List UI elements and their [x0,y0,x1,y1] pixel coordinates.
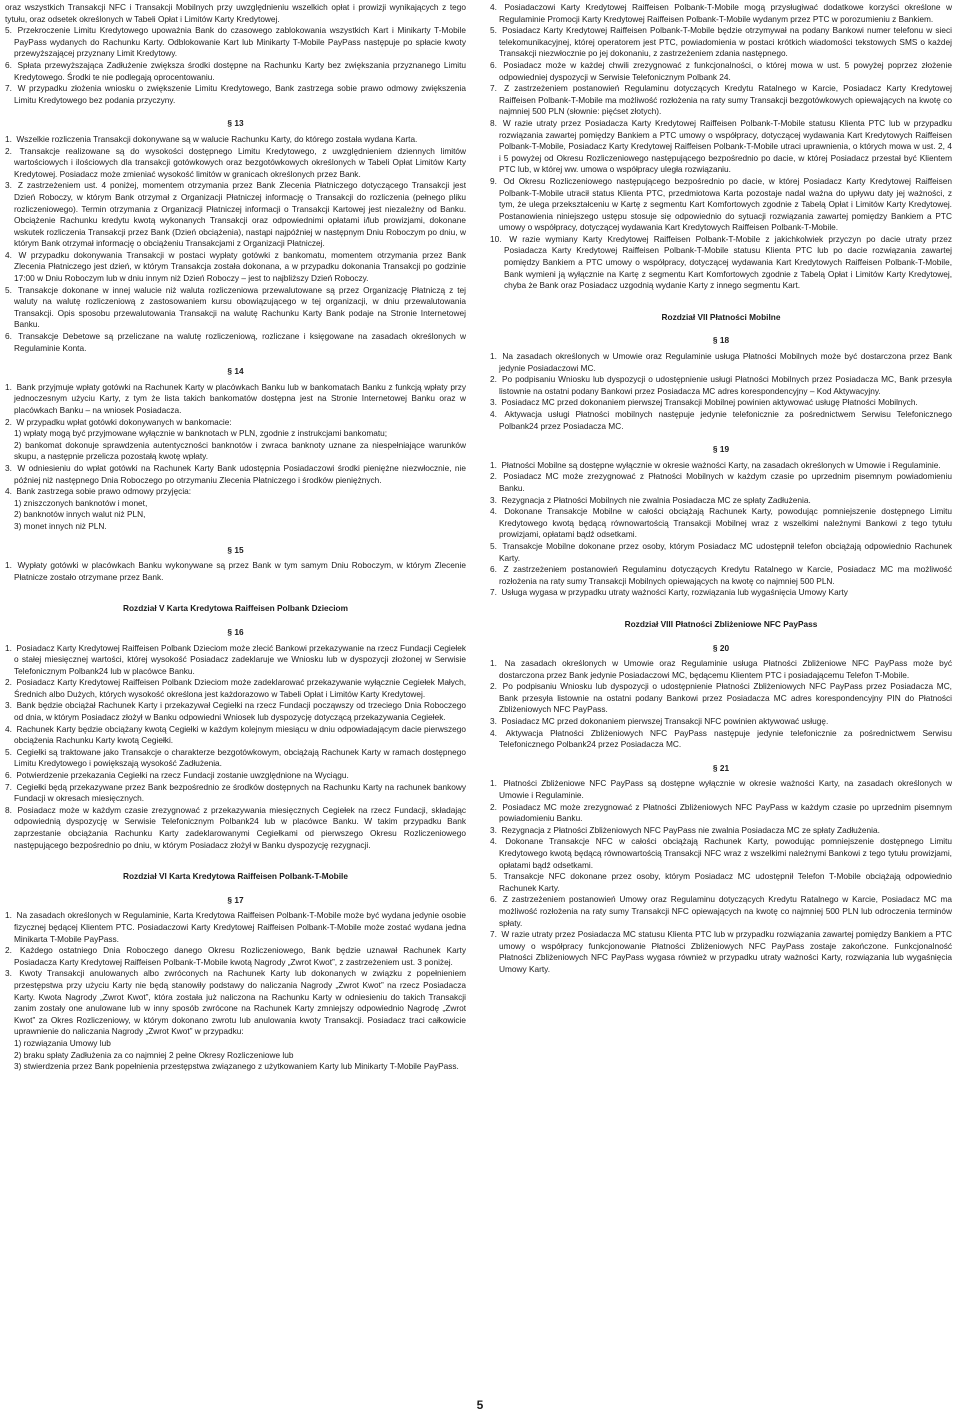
clause-number: 2. [490,801,497,812]
clause-text: Transakcje Debetowe są przeliczane na walutę rozliczeniową, rozliczane i księgowane na zasadach określonych w Regulaminie Konta. [14,331,466,353]
clause-number: 2. [5,677,12,688]
clause-text: Bank zastrzega sobie prawo odmowy przyjęcia: [16,486,192,497]
clause-number: 3. [5,180,12,191]
clause-number: 6. [490,59,497,70]
numbered-clause [490,83,952,118]
clause-text: Od Okresu Rozliczeniowego następującego bezpośrednio po dacie, w której Posiadacz Karty Kredytowej Raiffeisen Polbank-T-Mobile utracił status Klienta PTC, przedmiotowa Karta pozostaje nadal ważna do upływu daty jej ważności, z tym, że ulega przekształceniu w Kartę z segmentu Kart Komfortowych zgodnie z Tabelą Opłat i Limitów Karty Kredytowej. Postanowienia niniejszego ustępu stosuje się odpowiednio do sytuacji rozwiązania zawartej pomiędzy Bankiem a PTC umowy o współpracy, dotyczącej wydawania Kart Kredytowych Raiffeisen Polbank-T-Mobile. [499,175,952,233]
numbered-clause [490,60,952,83]
clause-text: W razie wymiany Karty Kredytowej Raiffeisen Polbank-T-Mobile z jakichkolwiek przyczyn po dacie utraty przez Posiadacza Karty Kredytowej Raiffeisen Polbank-T-Mobile statusu Klienta PTC lub po dacie rozwiązania zawartej pomiędzy Bankiem a PTC umowy o współpracy, dotyczącej wydawania Kart Kredytowych Raiffeisen Polbank-T-Mobile, Bank wymieni ją wyłącznie na Kartę z segmentu Kart Komfortowych zgodnie z Tabelą Opłat i Limitów Karty Kredytowej, chyba że Bank oraz Posiadacz uzgodnią wydanie Karty z innego segmentu Kart. [504,233,952,291]
clause-text: Kwoty Transakcji anulowanych albo zwróconych na Rachunek Karty lub dokonanych w związku z popełnieniem przestępstwa przy użyciu Karty nie będą stanowiły podstawy do naliczania Nagrody „Zwrot Kwot” na rzecz Posiadacza Karty. Kwota Nagrody „Zwrot Kwot”, która została już naliczona na Rachunku Karty w odniesieniu do takich Transakcji zanim zostały one anulowane lub w inny sposób zwrócone na Rachunek Karty zmniejszy odpowiednio Nagrodę „Zwrot Kwot” za Okres Rozliczeniowy, w którym dokonano zwrotu lub anulowania kwoty Transakcji. Posiadacz traci całkowicie uprawnienie do naliczania Nagrody „Zwrot Kwot” w przypadku: [14,968,467,1037]
numbered-clause [5,770,466,782]
numbered-clause [5,417,466,429]
clause-number: 7. [5,83,12,94]
numbered-clause [5,180,466,250]
clause-text: W przypadku wpłat gotówki dokonywanych w bankomacie: [16,416,232,427]
clause-number: 7. [490,587,497,598]
clause-text: Na zasadach określonych w Regulaminie, Karta Kredytowa Raiffeisen Polbank-T-Mobile może być wydana jedynie osobie fizycznej będącej Klientem PTC. Posiadaczowi Karty Kredytowej Raiffeisen Polbank-T-Mobile może zostać wydana jedna Minikarta T-Mobile PayPass. [14,910,466,944]
clause-text: Bank będzie obciążał Rachunek Karty i przekazywał Cegiełki na rzecz Fundacji począwszy od trzeciego Dnia Roboczego od dnia, w którym Posiadacz złożył w Banku odpowiedni Wniosek lub dyspozycję dotyczącą przekazywania Cegiełek. [14,700,467,723]
clause-number: 3. [490,716,497,727]
numbered-clause [490,495,952,507]
clause-text: W przypadku złożenia wniosku o zwiększenie Limitu Kredytowego, Bank zastrzega sobie prawo odmowy zwiększenia Limitu Kredytowego bez podania przyczyny. [14,83,466,105]
clause-number: 4. [490,409,497,419]
clause-number: 5. [5,284,12,295]
sub-point: 3) monet innych niż PLN. [14,520,107,531]
numbered-clause [490,802,952,825]
section-number: § 16 [227,626,244,637]
sub-point: 3) stwierdzenia przez Bank popełnienia przestępstwa związanego z użytkowaniem Karty lub Minikarty T-Mobile PayPass. [14,1061,459,1072]
section-number: § 21 [712,762,730,773]
clause-number: 5. [490,25,497,36]
right-column [490,2,952,976]
numbered-clause [490,871,952,894]
numbered-clause [5,805,466,851]
numbered-clause [5,486,466,498]
clause-number: 6. [5,770,12,781]
sub-point: 2) bankomat dokonuje sprawdzenia autentyczności banknotów i zwraca banknoty uznane za niespełniające warunków skupu, a następnie przelicza pozostałą kwotę wpłaty. [14,439,466,462]
clause-text: Posiadacz MC przed dokonaniem pierwszej Transakcji NFC powinien aktywować usługę. [501,716,829,727]
numbered-clause [490,778,952,801]
numbered-clause [5,250,466,285]
numbered-clause [5,83,466,106]
clause-number: 4. [490,727,497,738]
clause-number: 5. [5,25,12,36]
clause-number: 6. [5,331,12,342]
clause-text: Potwierdzenie przekazania Cegiełki na rzecz Fundacji zostanie uwzględnione na Wyciągu. [16,770,349,781]
clause-text: Dokonane Transakcje Mobilne w całości obciążają Rachunek Karty, powodując pomniejszenie dostępnego Limitu Kredytowego kwotą będącą równowartością Transakcji Mobilnej wraz z wszelkimi należnymi Bankowi z tego tytułu prowizjami, opłatami bądź odsetkami. [499,506,952,540]
clause-text: Aktywacja Płatności Zbliżeniowych NFC PayPass następuje jedynie telefonicznie za pośrednictwem Serwisu Telefonicznego Polbank24 przez Posiadacza MC. [499,727,952,750]
clause-number: 9. [490,175,497,186]
clause-number: 1. [5,560,12,571]
clause-number: 2. [490,374,497,385]
clause-text: Płatności Zbliżeniowe NFC PayPass są dostępne wyłącznie w okresie ważności Karty, na zasadach określonych w Umowie i Regulaminie. [499,778,952,801]
clause-number: 2. [490,471,497,482]
numbered-clause [490,929,952,975]
numbered-clause [490,541,952,564]
numbered-clause [5,910,466,945]
clause-number: 2. [5,145,12,156]
clause-number: 2. [5,945,12,956]
clause-text: W przypadku dokonywania Transakcji w postaci wypłaty gotówki z bankomatu, momentem otrzymania przez Bank Zlecenia Płatniczego jest dzień, w którym Transakcja została dokonana, a w przypadku dokonania Transakcji po godzinie 17:00 w Dniu Roboczym lub w dniu innym niż Dzień Roboczy – jest to najbliższy Dzień Roboczy. [14,249,467,284]
clause-text: Spłata przewyższająca Zadłużenie zwiększa środki dostępne na Rachunku Karty bez zwiększania przyznanego Limitu Kredytowego. Środki te nie podlegają oprocentowaniu. [14,59,466,82]
numbered-clause [5,382,466,417]
numbered-clause [5,25,466,60]
clause-text: Transakcje NFC dokonane przez osoby, którym Posiadacz MC udostępnił Telefon T-Mobile obciążają odpowiednio Rachunek Karty. [499,871,952,893]
clause-text: Płatności Mobilne są dostępne wyłącznie w okresie ważności Karty, na zasadach określonych w Umowie i Regulaminie. [501,459,941,470]
numbered-clause [5,146,466,181]
numbered-clause [5,331,466,354]
clause-number: 1. [490,658,497,669]
clause-text: Wszelkie rozliczenia Transakcji dokonywane są w walucie Rachunku Karty, do którego została wydana Karta. [16,133,418,144]
numbered-clause [5,643,466,678]
clause-text: Cegiełki będą przekazywane przez Bank bezpośrednio ze środków dostępnych na Rachunku Karty na rachunek bankowy Fundacji w okresach miesięcznych. [14,781,466,804]
clause-text: Posiadacz Karty Kredytowej Raiffeisen Polbank-T-Mobile będzie otrzymywał na podany Bankowi numer telefonu w sieci telekomunikacyjnej, której operatorem jest PTC, powiadomienia w postaci krótkich wiadomości tekstowych SMS o każdej Transakcji niezwłocznie po jej dokonaniu, z zastrzeżeniem zdania następnego. [499,25,952,59]
clause-text: Posiadacz Karty Kredytowej Raiffeisen Polbank Dzieciom może zlecić Bankowi przekazywanie na rzecz Fundacji Cegiełek o stałej miesięcznej wartości, której wysokość Posiadacz zadeklaruje we Wniosku lub w dyspozycji złożonej w Serwisie Telefonicznym Polbank24 lub w placówce Banku. [14,642,466,676]
clause-number: 4. [490,506,497,517]
section-number: § 14 [227,366,244,377]
chapter-heading: Rozdział VII Płatności Mobilne [661,311,781,322]
section-number: § 19 [712,444,730,455]
numbered-clause [490,681,952,716]
clause-text: Z zastrzeżeniem postanowień Regulaminu dotyczących Kredytu Ratalnego w Karcie, Posiadacz Karty Kredytowej Raiffeisen Polbank-T-Mobile ma możliwość rozłożenia na raty sumy Transakcji bezgotówkowych opiewających na kwotę co najmniej 500 PLN (słownie: pięćset złotych). [499,83,952,117]
clause-text: Po podpisaniu Wniosku lub dyspozycji o udostępnienie Płatności Zbliżeniowych NFC PayPass przez Posiadacza MC, Bank przesyła listownie na ostatni podany Bankowi przez Posiadacza MC adres korespondencyjny PIN do Płatności Zbliżeniowych NFC PayPass. [499,681,952,715]
clause-text: Z zastrzeżeniem postanowień Regulaminu dotyczących Kredytu Ratalnego w Karcie, Posiadacz MC ma możliwość rozłożenia na raty sumy Transakcji Mobilnych opiewających na kwotę co najmniej 500 PLN. [499,564,952,586]
numbered-clause [5,134,466,146]
clause-number: 8. [5,804,12,815]
clause-number: 3. [5,968,12,979]
clause-text: Usługa wygasa w przypadku utraty ważności Karty, rozwiązania lub wygaśnięcia Umowy Karty [501,587,848,598]
sub-point: 2) banknotów innych walut niż PLN, [14,509,146,520]
clause-text: Transakcje Mobilne dokonane przez osoby, którym Posiadacz MC udostępnił telefon obciążają odpowiednio Rachunek Karty. [499,540,953,563]
clause-text: Na zasadach określonych w Umowie oraz Regulaminie usługa Płatności Mobilnych może być dostarczona przez Bank jedynie Posiadaczowi MC. [499,351,952,373]
numbered-clause [5,285,466,331]
clause-text: Posiadaczowi Karty Kredytowej Raiffeisen Polbank-T-Mobile mogą przysługiwać dodatkowe korzyści określone w Regulaminie Promocji Karty Kredytowej Raiffeisen Polbank-T-Mobile wydanym przez PTC w porozumieniu z Bankiem. [499,2,952,24]
clause-number: 7. [490,83,497,94]
clause-number: 5. [490,871,497,882]
clause-number: 4. [5,723,12,734]
clause-text: Przekroczenie Limitu Kredytowego upoważnia Bank do czasowego zablokowania wszystkich Kart i Minikarty T-Mobile PayPass wydanych do Rachunku Karty. Odblokowanie Kart lub Minikarty T-Mobile PayPass następuje po spłacie kwoty przewyższającej przyznany Limit Kredytowy. [14,25,466,59]
clause-text: W odniesieniu do wpłat gotówki na Rachunek Karty Bank udostępnia Posiadaczowi środki pieniężne niezwłocznie, nie później niż następnego Dnia Roboczego po otrzymaniu Zlecenia Płatniczego i środków pieniężnych. [14,462,466,485]
clause-number: 1. [490,459,497,470]
numbered-clause [490,351,952,374]
clause-text: Cegiełki są traktowane jako Transakcje o charakterze bezgotówkowym, obciążają Rachunek Karty w ramach dostępnego Limitu Kredytowego i powiększają wysokość Zadłużenia. [14,746,466,769]
chapter-heading: Rozdział VIII Płatności Zbliżeniowe NFC PayPass [624,618,818,629]
chapter-heading: Rozdział V Karta Kredytowa Raiffeisen Polbank Dzieciom [123,603,348,614]
clause-text: Dokonane Transakcje NFC w całości obciążają Rachunek Karty, powodując pomniejszenie dostępnego Limitu Kredytowego kwotą będącą równowartością Transakcji NFC wraz z wszelkimi należnymi Bankowi z tego tytułu prowizjami, opłatami bądź odsetkami. [499,836,952,870]
numbered-clause [5,782,466,805]
clause-text: Na zasadach określonych w Umowie oraz Regulaminie usługa Płatności Zbliżeniowe NFC PayPass może być dostarczona przez Bank jedynie Posiadaczowi MC, będącemu Klientem PTC i posiadającemu Telefon T-Mobile. [499,658,953,680]
numbered-clause [490,234,952,292]
clause-number: 3. [5,462,12,473]
numbered-clause [5,968,466,1038]
numbered-clause [490,894,952,929]
clause-text: Posiadacz MC może zrezygnować z Płatności Mobilnych w każdym czasie po uprzednim pisemnym powiadomieniu Banku. [499,471,952,493]
clause-number: 1. [5,642,12,653]
chapter-heading: Rozdział VI Karta Kredytowa Raiffeisen Polbank-T-Mobile [123,871,348,882]
section-number: § 18 [712,335,730,346]
clause-text: Posiadacz może w każdej chwili zrezygnować z funkcjonalności, o której mowa w ust. 5 powyżej poprzez złożenie odpowiedniej dyspozycji w Serwisie Telefonicznym Polbank 24. [499,59,952,82]
clause-number: 5. [5,746,12,757]
numbered-clause [490,118,952,176]
clause-text: Posiadacz MC przed dokonaniem pierwszej Transakcji Mobilnej powinien aktywować usługę Płatności Mobilnych. [501,397,918,408]
section-number: § 15 [227,544,244,555]
numbered-clause [5,463,466,486]
numbered-clause [490,506,952,541]
numbered-clause [490,176,952,234]
clause-number: 7. [490,929,497,940]
section-number: § 13 [227,118,244,129]
clause-number: 4. [5,486,12,497]
clause-text: Posiadacz może w każdym czasie zrezygnować z przekazywania miesięcznych Cegiełek na rzecz Fundacji, składając odpowiednią dyspozycję w Serwisie Telefonicznym Polbank24 lub w placówce Banku. W takim przypadku Bank zaprzestanie obciążania Rachunku Karty zadeklarowanymi Cegiełkami od pierwszego Okresu Rozliczeniowego następującego bezpośrednio po dniu, w którym Posiadacz złożył w Banku dyspozycję rezygnacji. [14,804,466,850]
numbered-clause [490,836,952,871]
left-column [5,2,466,1073]
clause-text: Posiadacz MC może zrezygnować z Płatności Zbliżeniowych NFC PayPass w każdym czasie po uprzednim pisemnym powiadomieniu Banku. [499,801,952,824]
clause-text: Każdego ostatniego Dnia Roboczego danego Okresu Rozliczeniowego, Bank będzie uznawał Rachunek Karty Posiadacza Karty Kredytowej Raiffeisen Polbank-T-Mobile kwotą Nagrody „Zwrot Kwot”, z zastrzeżeniem ust. 3 poniżej. [14,945,466,967]
clause-number: 2. [5,416,12,427]
sub-point: 1) zniszczonych banknotów i monet, [14,497,148,508]
clause-text: Rachunek Karty będzie obciążany kwotą Cegiełki w każdym kolejnym miesiącu w dniu odpowiadającym dacie pierwszego obciążenia Rachunku Karty kwotą Cegiełki. [14,723,466,746]
numbered-clause [490,374,952,397]
clause-text: Z zastrzeżeniem ust. 4 poniżej, momentem otrzymania przez Bank Zlecenia Płatniczego dotyczącego Transakcji jest Dzień Roboczy, w którym Bank otrzymał z Organizacji Płatniczej informację o Transakcji do rozliczenia (pełnego pliku rozliczeniowego). Termin otrzymania z Organizacji Płatniczej informacji o Transakcji Kartowej jest niezależny od Banku. Obciążenie Rachunku kredytu kwotą wykonanych Transakcji oraz odpowiednimi opłatami i/lub prowizjami, dokonane wskutek rozliczenia Transakcji przez Bank (Dzień obciążenia), nastąpi najpóźniej w następnym Dniu Roboczym po dniu, w którym Bank otrzymał informację o obciążeniu Transakcjami z Organizacji Płatniczej. [14,180,467,249]
clause-text: Posiadacz Karty Kredytowej Raiffeisen Polbank Dzieciom może zadeklarować przekazywanie wyłącznie Cegiełek Małych, Średnich albo Dużych, których wysokość określona jest każdorazowo w Tabeli Opłat i Limitów Karty Kredytowej. [14,677,466,699]
clause-text: Rezygnacja z Płatności Zbliżeniowych NFC PayPass nie zwalnia Posiadacza MC ze spłaty Zadłużenia. [501,824,880,835]
clause-number: 7. [5,781,12,792]
section-number: § 20 [712,642,730,653]
clause-number: 5. [490,540,497,551]
clause-text: Transakcje dokonane w innej walucie niż waluta rozliczeniowa przewalutowane są przez Organizację Płatniczą z tej waluty na walutę rozliczeniową z zastosowaniem kursu obowiązującego w tej organizacji, w dniu przewalutowania Transakcji. Opis sposobu przewalutowania Transakcji na walutę Rachunku Karty Bank podaje na Stronie Internetowej Banku. [14,284,467,330]
clause-number: 8. [490,117,497,128]
clause-number: 2. [490,681,497,692]
clause-number: 6. [490,894,497,905]
clause-text: Bank przyjmuje wpłaty gotówki na Rachunek Karty w placówkach Banku lub w bankomatach Banku z funkcją wpłaty przy jednoczesnym użyciu Karty, z tym że lista takich bankomatów dostępna jest na Stronie Internetowej Banku oraz w placówkach Banku – na wniosek Posiadacza. [14,381,466,415]
numbered-clause [490,460,952,472]
numbered-clause [490,397,952,409]
numbered-clause [5,945,466,968]
clause-text: Wypłaty gotówki w placówkach Banku wykonywane są przez Bank w tym samym Dniu Roboczym, w którym Zlecenie Płatnicze zostało otrzymane przez Bank. [14,560,466,582]
section-number: § 17 [227,894,244,905]
numbered-clause [5,747,466,770]
clause-number: 3. [490,824,497,835]
clause-number: 3. [490,397,497,408]
sub-point: 2) braku spłaty Zadłużenia za co najmniej 2 pełne Okresy Rozliczeniowe lub [14,1049,294,1060]
clause-text: W razie utraty przez Posiadacza Karty Kredytowej Raiffeisen Polbank-T-Mobile statusu Klienta PTC lub w przypadku rozwiązania zawartej pomiędzy Bankiem a PTC umowy o współpracy, dotyczącej wydawania Kart Kredytowych Raiffeisen Polbank-T-Mobile, Posiadacz Karty Kredytowej Raiffeisen Polbank-T-Mobile utraci uprawnienia, o których mowa w ust. 2, 4 i 5 powyżej od Okresu Rozliczeniowego następującego bezpośrednio po dacie, w której Posiadacz przestał być Klientem PTC lub, w której ww. umowa o współpracy uległa rozwiązaniu. [499,117,952,175]
numbered-clause [5,677,466,700]
clause-number: 1. [490,778,497,789]
numbered-clause [490,658,952,681]
numbered-clause [490,471,952,494]
clause-number: 1. [5,133,12,144]
clause-text: Transakcje realizowane są do wysokości dostępnego Limitu Kredytowego, z uwzględnieniem dziennych limitów wartościowych i ilościowych dla transakcji gotówkowych oraz bezgotówkowych określonych w Tabeli Opłat Limitów Karty Kredytowej. Posiadacz może zmieniać wysokość limitów w granicach określonych przez Bank. [14,145,466,179]
clause-number: 6. [490,564,497,575]
clause-number: 4. [5,249,12,260]
clause-number: 3. [490,494,497,505]
numbered-clause [490,825,952,837]
numbered-clause [490,409,952,432]
paragraph: oraz wszystkich Transakcji NFC i Transakcji Mobilnych przy uwzględnieniu wszelkich opłat i prowizji wynikających z tego tytułu, oraz odsetek określonych w Tabeli Opłat i Limitów Karty Kredytowej. [5,2,466,24]
numbered-clause [5,560,466,583]
numbered-clause [5,700,466,723]
numbered-clause [490,25,952,60]
clause-text: Aktywacja usługi Płatności mobilnych następuje jedynie telefonicznie za pośrednictwem Serwisu Telefonicznego Polbank24 przez Posiadacza MC. [499,409,953,431]
numbered-clause [490,728,952,751]
numbered-clause [5,724,466,747]
clause-text: Z zastrzeżeniem postanowień Umowy oraz Regulaminu dotyczących Kredytu Ratalnego w Karcie, Posiadacz MC ma możliwość rozłożenia na raty sumy Transakcji NFC opiewających na kwotę co najmniej 500 PLN lub odroczenia terminów spłaty. [499,894,953,928]
clause-number: 3. [5,700,12,711]
clause-number: 1. [5,381,12,392]
numbered-clause [490,587,952,599]
numbered-clause [490,564,952,587]
clause-text: Po podpisaniu Wniosku lub dyspozycji o udostępnienie usługi Płatności Mobilnych przez Posiadacza MC, Bank przesyła listownie na ostatni podany Bankowi przez Posiadacza MC adres korespondencyjny – Kod Aktywacyjny. [499,374,953,396]
clause-number: 1. [5,910,12,921]
numbered-clause [5,60,466,83]
clause-text: Rezygnacja z Płatności Mobilnych nie zwalnia Posiadacza MC ze spłaty Zadłużenia. [501,494,811,505]
clause-number: 4. [490,2,497,12]
clause-text: W razie utraty przez Posiadacza MC statusu Klienta PTC lub w przypadku rozwiązania zawartej pomiędzy Bankiem a PTC umowy o współpracy funkcjonowanie Płatności Zbliżeniowych NFC PayPass zostaje zakończone. Funkcjonalność Płatności Zbliżeniowych NFC PayPass wygasa również w przypadku utraty ważności Karty, rozwiązania lub wygaśnięcia Umowy Karty. [499,929,952,974]
sub-point: 1) rozwiązania Umowy lub [14,1037,111,1048]
clause-number: 1. [490,351,497,362]
clause-number: 6. [5,59,12,70]
clause-number: 4. [490,836,497,847]
sub-point: 1) wpłaty mogą być przyjmowane wyłącznie w banknotach w PLN, zgodnie z instrukcjami bankomatu; [14,428,388,439]
numbered-clause [490,716,952,728]
clause-number: 10. [490,233,502,244]
page-number: 5 [476,1398,484,1412]
numbered-clause [490,2,952,25]
